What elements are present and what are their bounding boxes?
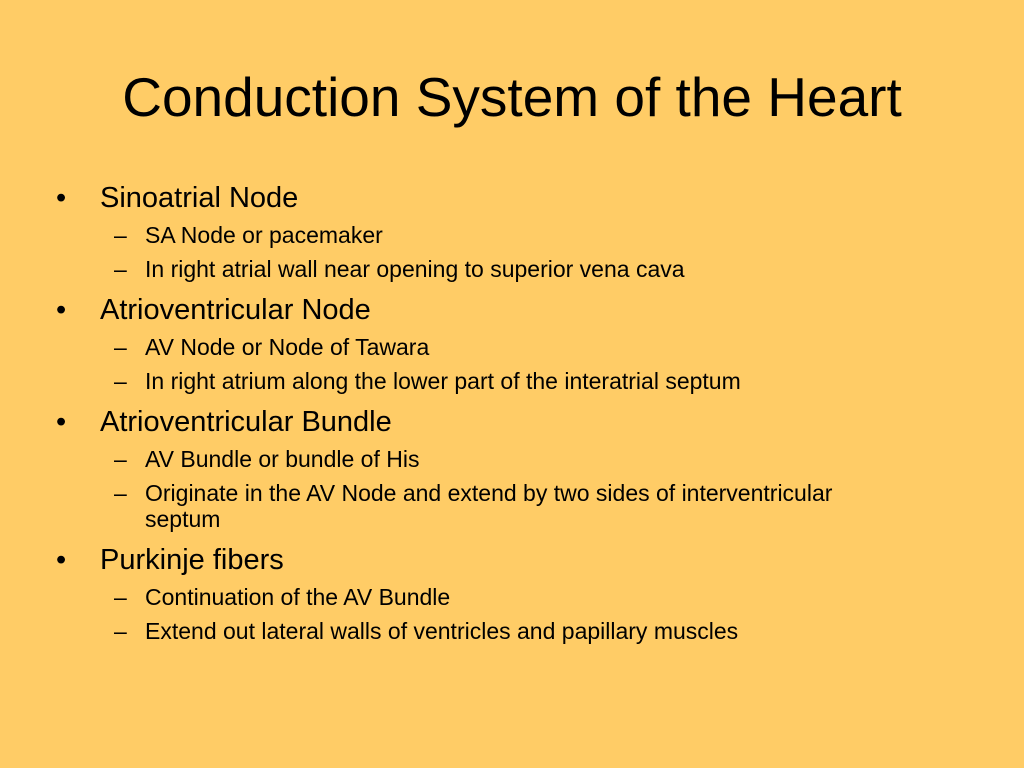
sub-bullet-item bbox=[56, 368, 956, 394]
sub-bullet-text: AV Bundle or bundle of His bbox=[145, 446, 420, 472]
sub-bullet-text: Continuation of the AV Bundle bbox=[145, 584, 451, 610]
bullet-item-label: Purkinje fibers bbox=[100, 544, 284, 576]
dash-icon: – bbox=[114, 480, 127, 506]
slide-title: Conduction System of the Heart bbox=[122, 66, 902, 128]
bullet-item-atrioventricular-bundle bbox=[56, 402, 956, 442]
dash-icon: – bbox=[114, 334, 127, 360]
dash-icon: – bbox=[114, 256, 127, 282]
sub-bullet-item bbox=[56, 584, 956, 610]
sub-bullet-text: In right atrium along the lower part of the interatrial septum bbox=[145, 368, 741, 394]
sub-bullet-text: SA Node or pacemaker bbox=[145, 222, 383, 248]
sub-bullet-text: In right atrial wall near opening to superior vena cava bbox=[145, 256, 685, 282]
sub-bullet-text: Extend out lateral walls of ventricles and papillary muscles bbox=[145, 618, 739, 644]
bullet-icon: • bbox=[56, 182, 67, 214]
bullet-item-sinoatrial-node bbox=[56, 178, 956, 218]
dash-icon: – bbox=[114, 222, 127, 248]
sub-bullet-item bbox=[56, 618, 956, 644]
sub-bullet-item bbox=[56, 446, 956, 472]
bullet-icon: • bbox=[56, 406, 67, 438]
sub-bullet-text: Originate in the AV Node and extend by two sides of interventricular septum bbox=[145, 480, 833, 532]
bullet-item-purkinje-fibers bbox=[56, 540, 956, 580]
sub-bullet-item bbox=[56, 222, 956, 248]
dash-icon: – bbox=[114, 618, 127, 644]
sub-bullet-item bbox=[56, 334, 956, 360]
dash-icon: – bbox=[114, 368, 127, 394]
bullet-list bbox=[56, 178, 956, 652]
bullet-item-label: Atrioventricular Bundle bbox=[100, 406, 392, 438]
bullet-item-atrioventricular-node bbox=[56, 290, 956, 330]
dash-icon: – bbox=[114, 446, 127, 472]
sub-bullet-item bbox=[56, 480, 865, 532]
dash-icon: – bbox=[114, 584, 127, 610]
bullet-icon: • bbox=[56, 544, 67, 576]
bullet-icon: • bbox=[56, 294, 67, 326]
sub-bullet-text: AV Node or Node of Tawara bbox=[145, 334, 430, 360]
bullet-item-label: Sinoatrial Node bbox=[100, 182, 299, 214]
bullet-item-label: Atrioventricular Node bbox=[100, 294, 371, 326]
sub-bullet-item bbox=[56, 256, 956, 282]
